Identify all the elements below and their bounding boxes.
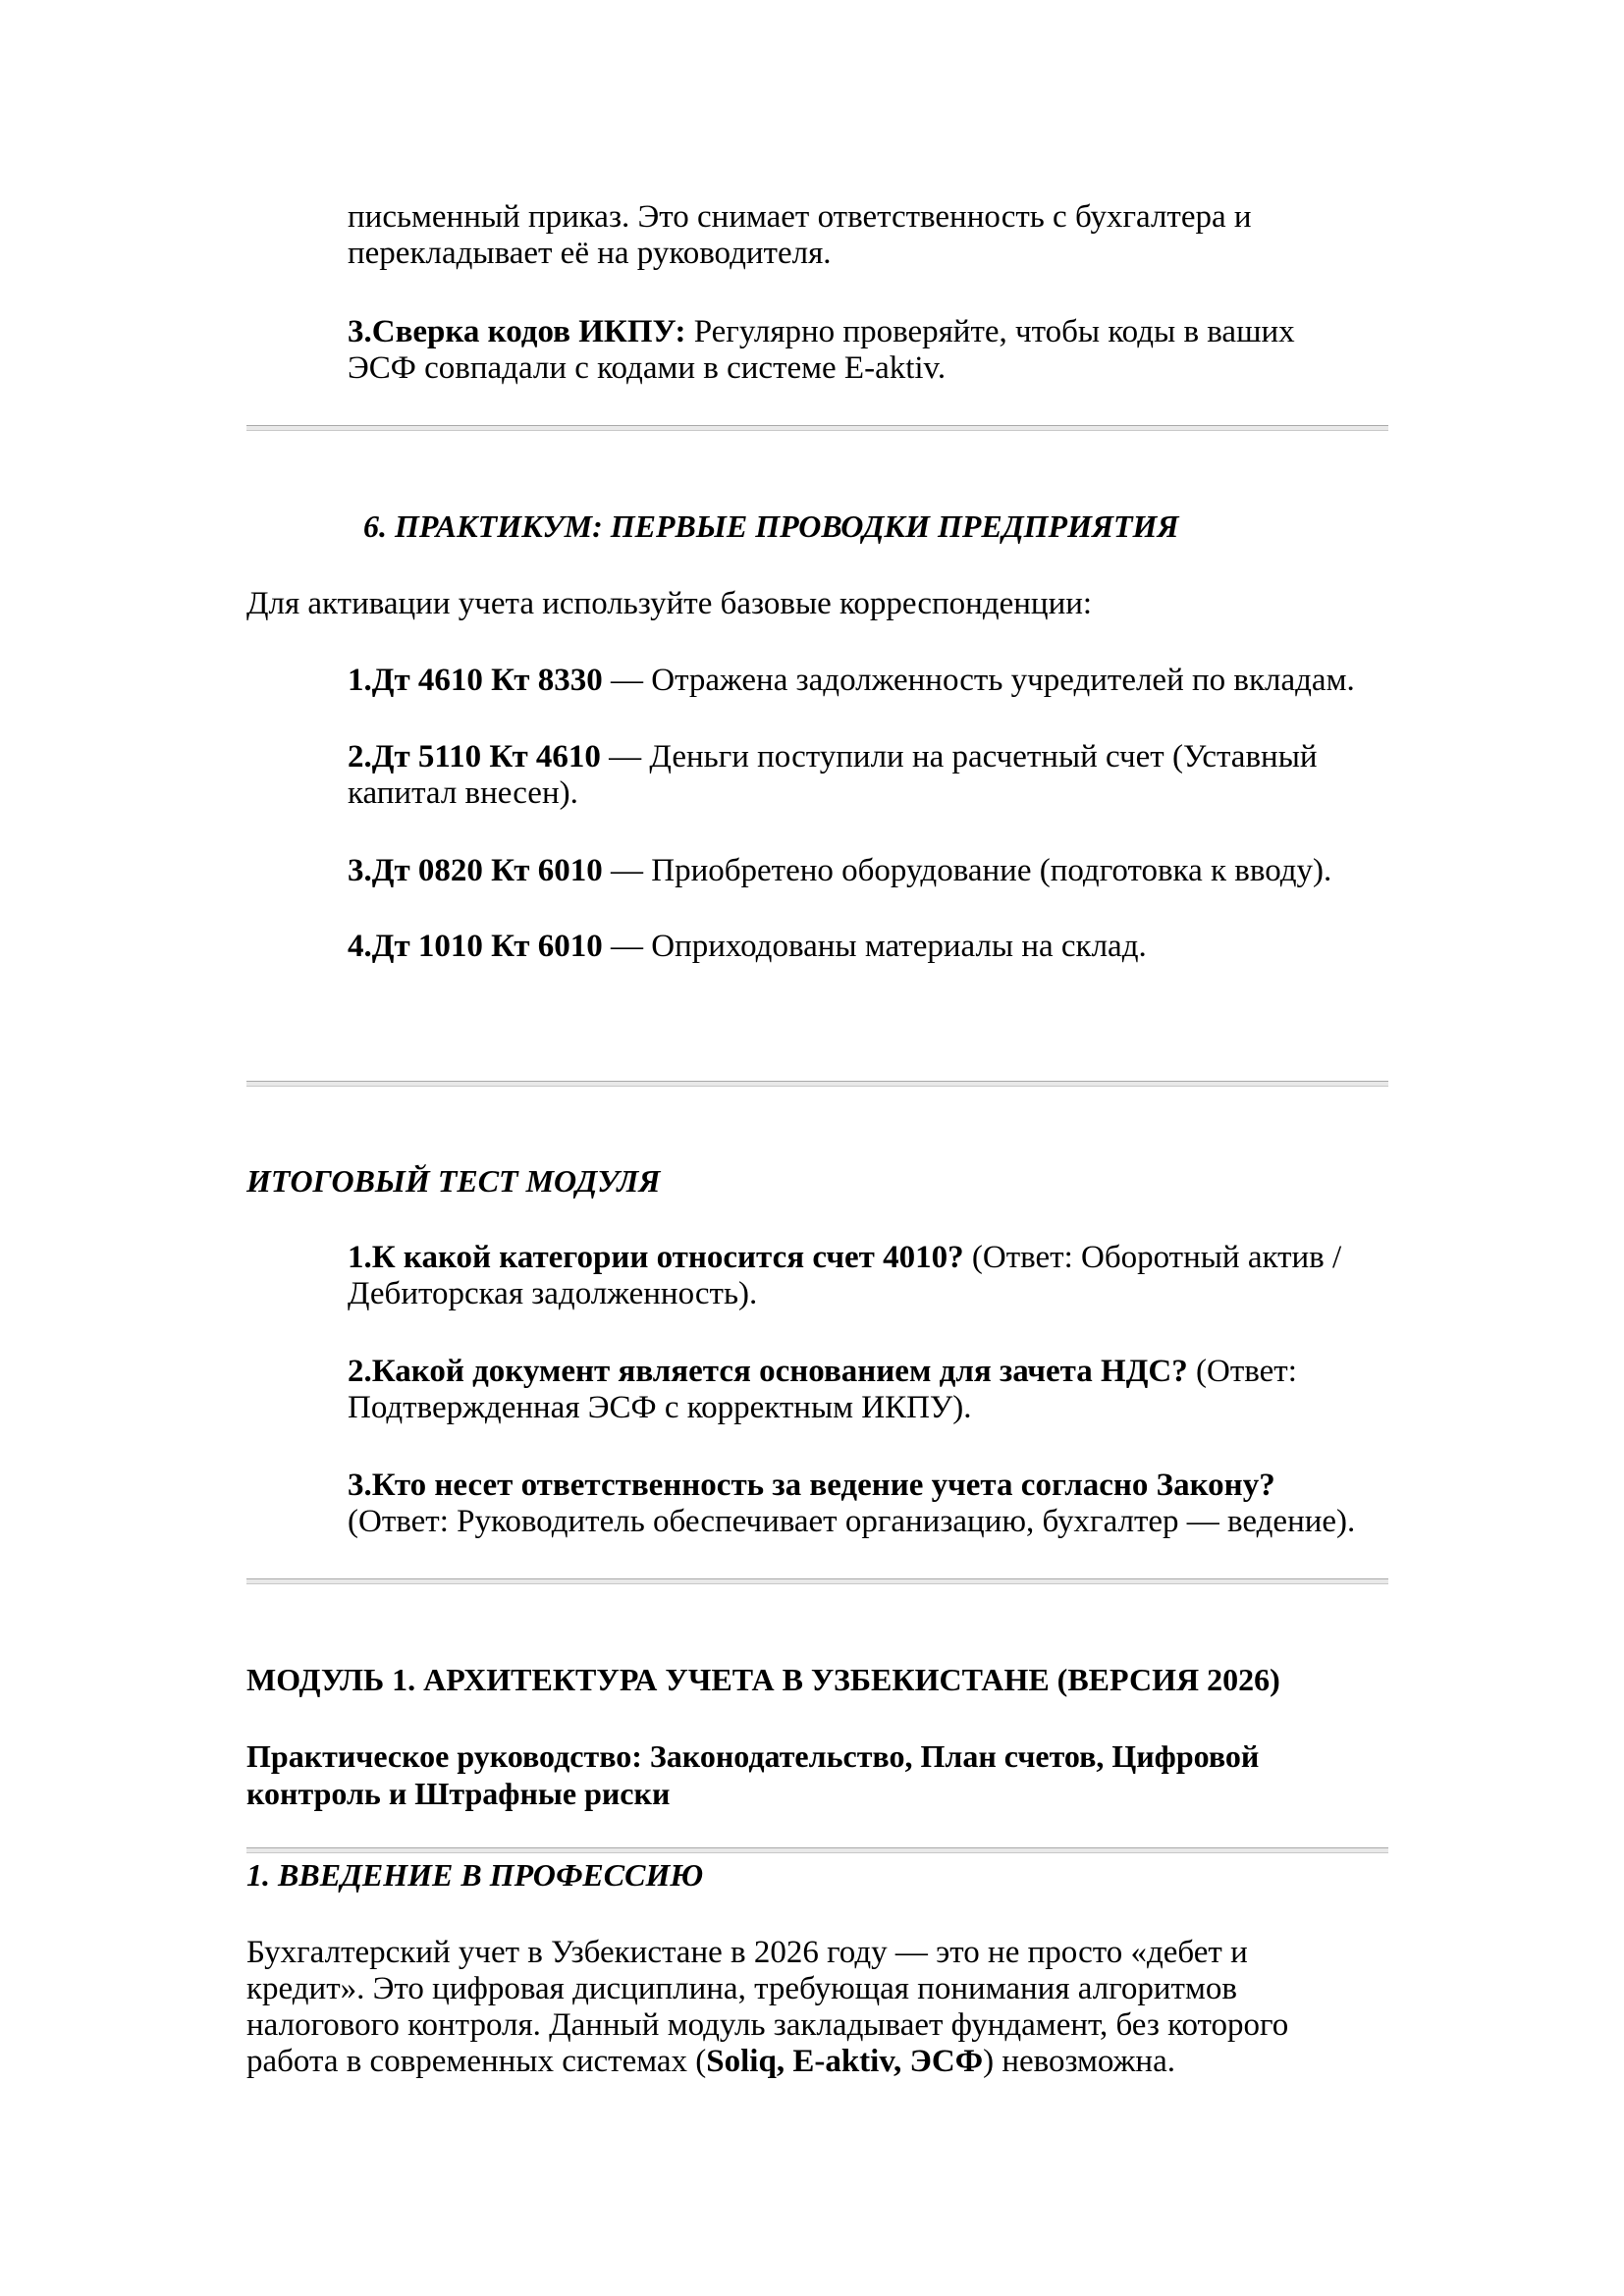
text-line: налогового контроля. Данный модуль закладывает фундамент, без которого: [246, 2007, 1289, 2043]
section-intro: Для активации учета используйте базовые корреспонденции:: [246, 586, 1093, 621]
entry-text: — Оприходованы материалы на склад.: [602, 929, 1147, 964]
answer-text: (Ответ:: [1187, 1354, 1297, 1389]
section-heading: 1. ВВЕДЕНИЕ В ПРОФЕССИЮ: [246, 1857, 704, 1893]
list-item-question: [348, 1240, 1390, 1312]
list-item-question: [348, 1354, 1390, 1426]
section-heading: 6. ПРАКТИКУМ: ПЕРВЫЕ ПРОВОДКИ ПРЕДПРИЯТИЯ: [363, 508, 1179, 544]
question-text: 2.Какой документ является основанием для зачета НДС?: [348, 1354, 1188, 1389]
answer-text: Подтвержденная ЭСФ с корректным ИКПУ).: [348, 1390, 972, 1425]
horizontal-rule: [246, 1847, 1388, 1853]
subtitle-line: Практическое руководство: Законодательство, План счетов, Цифровой: [246, 1738, 1260, 1774]
list-item-entry: [348, 853, 1390, 889]
answer-text: (Ответ: Оборотный актив /: [963, 1240, 1342, 1275]
text-line: работа в современных системах (Soliq, E-aktiv, ЭСФ) невозможна.: [246, 2044, 1175, 2079]
question-text: 3.Кто несет ответственность за ведение учета согласно Закону?: [348, 1468, 1275, 1503]
text-line: письменный приказ. Это снимает ответственность с бухгалтера и: [348, 199, 1252, 235]
entry-text: — Деньги поступили на расчетный счет (Уставный: [600, 739, 1318, 774]
list-item-entry: [348, 929, 1390, 965]
module-title: МОДУЛЬ 1. АРХИТЕКТУРА УЧЕТА В УЗБЕКИСТАНЕ (ВЕРСИЯ 2026): [246, 1662, 1280, 1697]
text-line: кредит». Это цифровая дисциплина, требующая понимания алгоритмов: [246, 1971, 1237, 2006]
entry-text: — Приобретено оборудование (подготовка к вводу).: [602, 853, 1332, 888]
entry-code: 2.Дт 5110 Кт 4610: [348, 739, 601, 774]
list-item-ikpu-check: [348, 314, 1390, 387]
item-text: Регулярно проверяйте, чтобы коды в ваших: [685, 314, 1295, 349]
text-line: перекладывает её на руководителя.: [348, 236, 832, 271]
entry-text: — Отражена задолженность учредителей по вкладам.: [602, 663, 1355, 698]
horizontal-rule: [246, 1081, 1388, 1087]
section-heading: ИТОГОВЫЙ ТЕСТ МОДУЛЯ: [246, 1163, 661, 1199]
continuation-paragraph: [348, 199, 1390, 272]
list-item-entry: [348, 739, 1390, 812]
question-text: 1.К какой категории относится счет 4010?: [348, 1240, 964, 1275]
horizontal-rule: [246, 1578, 1388, 1584]
entry-code: 1.Дт 4610 Кт 8330: [348, 663, 603, 698]
text-line: Бухгалтерский учет в Узбекистане в 2026 году — это не просто «дебет и: [246, 1935, 1248, 1970]
answer-text: (Ответ: Руководитель обеспечивает организацию, бухгалтер — ведение).: [348, 1504, 1356, 1539]
entry-code: 4.Дт 1010 Кт 6010: [348, 929, 603, 964]
system-names: Soliq, E-aktiv, ЭСФ: [706, 2044, 984, 2079]
horizontal-rule: [246, 425, 1388, 431]
intro-paragraph: [246, 1935, 1390, 2080]
entry-code: 3.Дт 0820 Кт 6010: [348, 853, 603, 888]
answer-text: Дебиторская задолженность).: [348, 1276, 758, 1311]
list-item-entry: [348, 663, 1390, 699]
entry-text: капитал внесен).: [348, 775, 578, 811]
module-subtitle: [246, 1737, 1390, 1812]
subtitle-line: контроль и Штрафные риски: [246, 1776, 671, 1811]
list-item-question: [348, 1468, 1390, 1540]
item-label: 3.Сверка кодов ИКПУ:: [348, 314, 686, 349]
item-text: ЭСФ совпадали с кодами в системе E-aktiv.: [348, 350, 947, 386]
